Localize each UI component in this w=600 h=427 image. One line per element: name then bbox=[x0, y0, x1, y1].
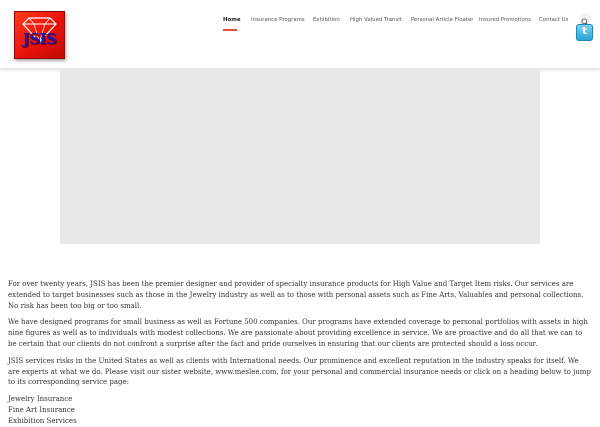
nav-item-insurance-programs[interactable]: Insurance Programs bbox=[251, 17, 305, 23]
twitter-icon: t bbox=[582, 26, 587, 37]
nav-item-personal-article-floater[interactable]: Personal Article Floater bbox=[411, 17, 474, 23]
nav-item-home[interactable]: Home bbox=[223, 17, 241, 23]
logo-text: JSIS bbox=[22, 30, 57, 48]
link-jewelry-insurance[interactable]: Jewelry Insurance bbox=[8, 395, 73, 404]
nav-item-high-valued-transit[interactable]: High Valued Transit bbox=[350, 17, 402, 23]
active-nav-indicator bbox=[223, 29, 237, 31]
hero-image-placeholder bbox=[60, 69, 540, 244]
nav-item-insured-promotions[interactable]: Insured Promotions bbox=[479, 17, 532, 23]
main-content bbox=[8, 279, 592, 427]
nav-item-contact-us[interactable]: Contact Us bbox=[539, 17, 569, 23]
site-header bbox=[0, 0, 600, 69]
services-paragraph: JSIS services risks in the United States as well as clients with International needs. Our prominence and excellent reputation in the industry speaks for itself. We are experts at what we do. Please visit our sister website, www.meslee.com, for your personal and commercial insurance needs or click on a heading below to jump to its corresponding service page: bbox=[8, 356, 591, 387]
link-fine-art-insurance[interactable]: Fine Art Insurance bbox=[8, 405, 75, 414]
intro-paragraph: For over twenty years, JSIS has been the premier designer and provider of specialty insurance products for High Value and Target Item risks. Our services are extended to target businesses such as those in the Jewelry industry as well as to those with personal assets such as Fine Arts, Valuables and personal collections. No risk has been too big or too small. bbox=[8, 280, 584, 310]
programs-paragraph: We have designed programs for small business as well as Fortune 500 companies. Our programs have extended coverage to personal portfolios with assets in high nine figures as well as to individuals with modest collections. We are passionate about providing excellence in service. We are proactive and do all that we can to be certain that our clients do not confront a surprise after the fact and pride ourselves in ensuring that our clients are protected should a loss occur. bbox=[8, 318, 588, 348]
nav-item-exhibition[interactable]: Exhibition bbox=[313, 17, 340, 23]
link-exhibition-services[interactable]: Exhibition Services bbox=[8, 416, 77, 425]
twitter-button[interactable] bbox=[576, 24, 593, 41]
main-nav bbox=[0, 16, 600, 30]
